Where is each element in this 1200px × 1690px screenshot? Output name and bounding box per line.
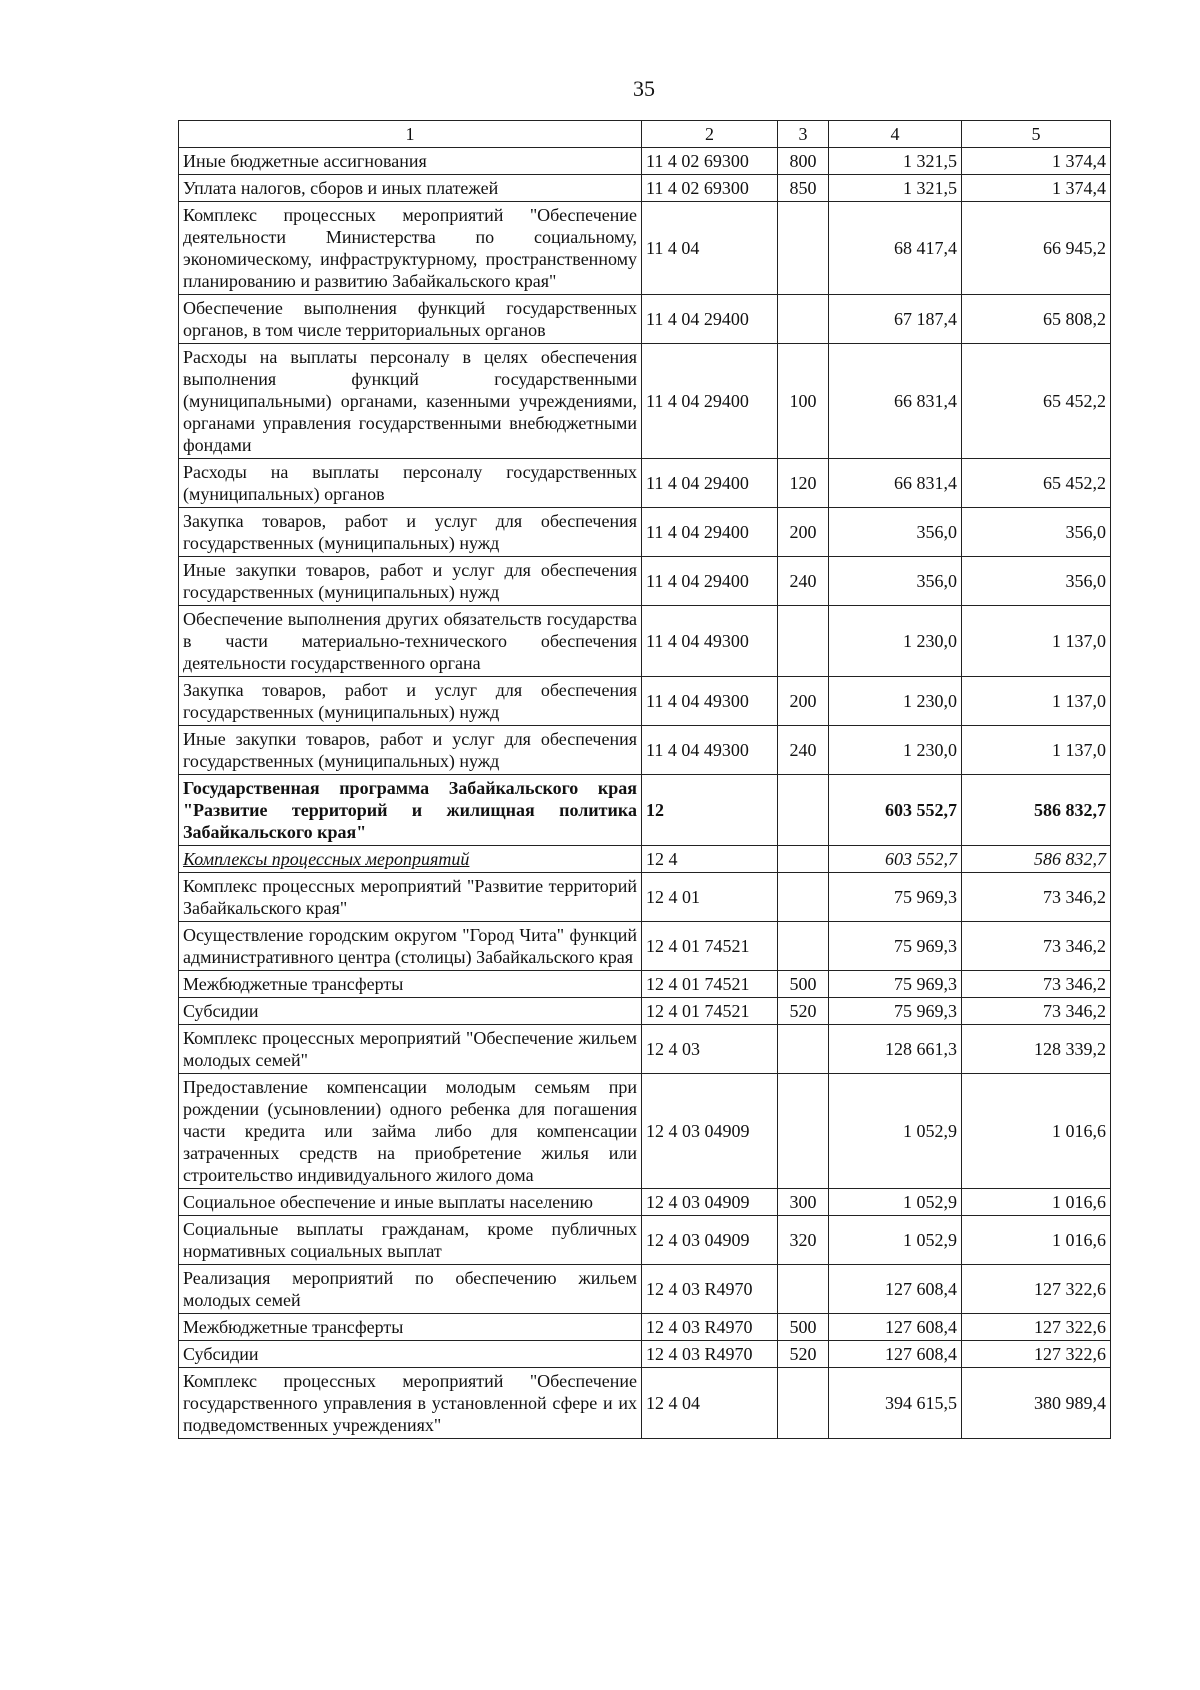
row-value-col4: 1 052,9 [829,1074,962,1189]
row-name-cell: Комплекс процессных мероприятий "Обеспечение деятельности Министерства по социальному, экономическому, инфраструктурному, пространственному планированию и развитию Забайкальского края" [179,202,642,295]
row-code-cell: 12 4 03 04909 [642,1074,778,1189]
row-code-cell: 12 4 03 04909 [642,1216,778,1265]
row-value-col4: 75 969,3 [829,971,962,998]
row-value-col4: 603 552,7 [829,846,962,873]
row-name-cell: Осуществление городским округом "Город Чита" функций административного центра (столицы) Забайкальского края [179,922,642,971]
row-type-cell [778,873,829,922]
row-type-cell: 520 [778,1341,829,1368]
row-value-col4: 66 831,4 [829,459,962,508]
row-code-cell: 12 4 03 R4970 [642,1341,778,1368]
row-value-col5: 1 374,4 [962,175,1111,202]
row-value-col4: 1 321,5 [829,175,962,202]
row-value-col5: 127 322,6 [962,1341,1111,1368]
table-row [179,971,1111,998]
row-type-cell [778,1074,829,1189]
row-code-cell: 12 4 [642,846,778,873]
table-row [179,1216,1111,1265]
row-name-cell: Закупка товаров, работ и услуг для обеспечения государственных (муниципальных) нужд [179,677,642,726]
table-row [179,1314,1111,1341]
row-value-col5: 1 016,6 [962,1189,1111,1216]
row-name-cell: Иные закупки товаров, работ и услуг для обеспечения государственных (муниципальных) нужд [179,726,642,775]
row-value-col4: 1 230,0 [829,677,962,726]
row-code-cell: 11 4 04 49300 [642,606,778,677]
row-code-cell: 11 4 04 29400 [642,459,778,508]
row-name-cell: Иные закупки товаров, работ и услуг для обеспечения государственных (муниципальных) нужд [179,557,642,606]
row-code-cell: 12 4 01 [642,873,778,922]
row-value-col5: 1 374,4 [962,148,1111,175]
row-type-cell [778,606,829,677]
row-value-col5: 356,0 [962,557,1111,606]
table-row [179,1368,1111,1439]
table-row [179,508,1111,557]
row-code-cell: 11 4 02 69300 [642,175,778,202]
row-type-cell [778,1368,829,1439]
table-row [179,557,1111,606]
page-number: 35 [633,76,655,101]
row-type-cell [778,1025,829,1074]
row-type-cell: 800 [778,148,829,175]
row-code-cell: 11 4 04 49300 [642,726,778,775]
row-name-cell: Комплекс процессных мероприятий "Обеспечение государственного управления в установленной сфере и их подведомственных учреждениях" [179,1368,642,1439]
row-value-col4: 128 661,3 [829,1025,962,1074]
row-code-cell: 12 4 01 74521 [642,998,778,1025]
row-value-col4: 75 969,3 [829,998,962,1025]
table-row [179,873,1111,922]
row-value-col5: 1 016,6 [962,1074,1111,1189]
row-type-cell: 500 [778,1314,829,1341]
row-name-cell: Комплексы процессных мероприятий [179,846,642,873]
row-value-col4: 127 608,4 [829,1314,962,1341]
row-value-col5: 1 016,6 [962,1216,1111,1265]
row-value-col4: 68 417,4 [829,202,962,295]
row-code-cell: 11 4 04 29400 [642,508,778,557]
row-name-cell: Социальное обеспечение и иные выплаты населению [179,1189,642,1216]
row-value-col5: 73 346,2 [962,873,1111,922]
table-row [179,1074,1111,1189]
row-name-cell: Государственная программа Забайкальского края "Развитие территорий и жилищная политика Забайкальского края" [179,775,642,846]
row-type-cell: 500 [778,971,829,998]
table-row [179,677,1111,726]
row-type-cell: 100 [778,344,829,459]
row-value-col5: 1 137,0 [962,606,1111,677]
row-name-cell: Обеспечение выполнения других обязательств государства в части материально-технического обеспечения деятельности государственного органа [179,606,642,677]
row-name-cell: Уплата налогов, сборов и иных платежей [179,175,642,202]
row-code-cell: 11 4 04 29400 [642,295,778,344]
row-name-cell: Предоставление компенсации молодым семьям при рождении (усыновлении) одного ребенка для погашения части кредита или займа либо для компенсации затраченных средств на приобретение жилья или строительство индивидуального жилого дома [179,1074,642,1189]
row-name-cell: Субсидии [179,1341,642,1368]
row-value-col4: 75 969,3 [829,922,962,971]
column-header: 5 [962,121,1111,148]
row-value-col5: 65 808,2 [962,295,1111,344]
row-value-col5: 73 346,2 [962,971,1111,998]
row-name-cell: Иные бюджетные ассигнования [179,148,642,175]
row-type-cell: 320 [778,1216,829,1265]
row-type-cell: 240 [778,726,829,775]
row-type-cell: 850 [778,175,829,202]
row-name-cell: Расходы на выплаты персоналу в целях обеспечения выполнения функций государственными (муниципальными) органами, казенными учреждениями, органами управления государственными внебюджетными фондами [179,344,642,459]
row-type-cell: 200 [778,677,829,726]
row-value-col5: 586 832,7 [962,846,1111,873]
row-code-cell: 12 4 03 04909 [642,1189,778,1216]
header-row [179,121,1111,148]
row-value-col5: 1 137,0 [962,726,1111,775]
row-value-col5: 586 832,7 [962,775,1111,846]
row-value-col4: 1 230,0 [829,606,962,677]
table-row [179,998,1111,1025]
row-type-cell [778,1265,829,1314]
row-value-col4: 1 230,0 [829,726,962,775]
row-value-col4: 75 969,3 [829,873,962,922]
row-value-col4: 127 608,4 [829,1341,962,1368]
column-header: 1 [179,121,642,148]
row-code-cell: 11 4 04 29400 [642,557,778,606]
table-row [179,295,1111,344]
row-value-col5: 356,0 [962,508,1111,557]
row-value-col4: 1 052,9 [829,1216,962,1265]
table-row [179,175,1111,202]
row-value-col4: 603 552,7 [829,775,962,846]
budget-table [178,120,1111,1439]
row-code-cell: 11 4 02 69300 [642,148,778,175]
row-code-cell: 12 4 01 74521 [642,971,778,998]
row-value-col5: 65 452,2 [962,344,1111,459]
row-value-col5: 380 989,4 [962,1368,1111,1439]
table-row [179,1341,1111,1368]
row-value-col4: 356,0 [829,508,962,557]
table-row [179,922,1111,971]
row-code-cell: 12 4 03 R4970 [642,1314,778,1341]
table-row [179,202,1111,295]
row-type-cell: 240 [778,557,829,606]
row-value-col5: 66 945,2 [962,202,1111,295]
row-type-cell [778,295,829,344]
row-code-cell: 11 4 04 49300 [642,677,778,726]
row-value-col4: 356,0 [829,557,962,606]
row-name-cell: Обеспечение выполнения функций государственных органов, в том числе территориальных органов [179,295,642,344]
row-type-cell: 120 [778,459,829,508]
row-type-cell [778,775,829,846]
table-row [179,148,1111,175]
row-type-cell [778,846,829,873]
row-value-col4: 394 615,5 [829,1368,962,1439]
table-row [179,606,1111,677]
row-code-cell: 12 4 03 [642,1025,778,1074]
row-type-cell: 520 [778,998,829,1025]
row-code-cell: 12 4 03 R4970 [642,1265,778,1314]
row-name-cell: Межбюджетные трансферты [179,1314,642,1341]
row-name-cell: Комплекс процессных мероприятий "Развитие территорий Забайкальского края" [179,873,642,922]
column-header: 4 [829,121,962,148]
row-code-cell: 12 4 04 [642,1368,778,1439]
table-row [179,726,1111,775]
table-row [179,775,1111,846]
row-value-col5: 73 346,2 [962,922,1111,971]
row-value-col4: 66 831,4 [829,344,962,459]
row-value-col4: 1 052,9 [829,1189,962,1216]
column-header: 3 [778,121,829,148]
row-value-col5: 1 137,0 [962,677,1111,726]
row-value-col4: 67 187,4 [829,295,962,344]
row-code-cell: 12 [642,775,778,846]
row-value-col4: 127 608,4 [829,1265,962,1314]
row-name-cell: Комплекс процессных мероприятий "Обеспечение жильем молодых семей" [179,1025,642,1074]
row-value-col5: 128 339,2 [962,1025,1111,1074]
row-value-col5: 65 452,2 [962,459,1111,508]
row-name-cell: Социальные выплаты гражданам, кроме публичных нормативных социальных выплат [179,1216,642,1265]
row-value-col4: 1 321,5 [829,148,962,175]
row-type-cell [778,202,829,295]
row-value-col5: 73 346,2 [962,998,1111,1025]
table-row [179,846,1111,873]
table-row [179,1025,1111,1074]
column-header: 2 [642,121,778,148]
row-type-cell: 200 [778,508,829,557]
row-name-cell: Реализация мероприятий по обеспечению жильем молодых семей [179,1265,642,1314]
row-name-cell: Расходы на выплаты персоналу государственных (муниципальных) органов [179,459,642,508]
table-row [179,1265,1111,1314]
row-type-cell: 300 [778,1189,829,1216]
table-row [179,459,1111,508]
row-name-cell: Закупка товаров, работ и услуг для обеспечения государственных (муниципальных) нужд [179,508,642,557]
row-code-cell: 11 4 04 [642,202,778,295]
row-name-cell: Субсидии [179,998,642,1025]
row-code-cell: 12 4 01 74521 [642,922,778,971]
row-type-cell [778,922,829,971]
row-name-cell: Межбюджетные трансферты [179,971,642,998]
table-row [179,1189,1111,1216]
row-value-col5: 127 322,6 [962,1314,1111,1341]
table-row [179,344,1111,459]
row-value-col5: 127 322,6 [962,1265,1111,1314]
row-code-cell: 11 4 04 29400 [642,344,778,459]
